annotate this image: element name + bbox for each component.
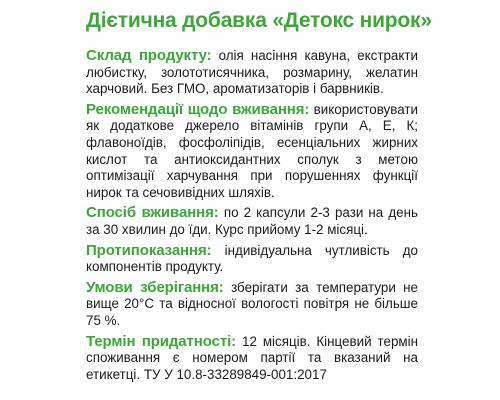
product-title: Дієтична добавка «Детокс нирок» [86,9,432,32]
section-text: олія насіння кавуна, екстракти любистку, золототисячника, розмарину, желатин харчовий. Без ГМО, ароматизаторів і барвників. [86,48,418,97]
section-text: використовувати як додаткове джерело вітамінів групи А, Е, К; флавоноїдів, фосфоліпідів, есенціальних жирних кислот та антиоксидантних сполук з метою оптимізації харчування при порушеннях функції нирок та сечовивідних шляхів. [86,101,418,200]
section-text: 12 місяців. Кінцевий термін споживання є номером партії та вказаний на етикетці. ТУ У 10.8-33289849-001:2017 [86,333,418,382]
section-label: Термін придатності: [86,332,237,350]
section-text: по 2 капсули 2-3 рази на день за 30 хвилин до їди. Курс прийому 1-2 місяці. [86,205,418,237]
section-shelf-life [86,334,418,384]
section-text: зберігати за температури не вище 20°С та відносної вологості повітря не більше 75 %. [86,279,418,328]
section-text: індивідуальна чутливість до компонентів продукту. [86,242,418,275]
section-label: Протипоказання: [86,241,212,259]
section-label: Спосіб вживання: [86,204,219,222]
section-contraindications [86,243,418,276]
section-label: Склад продукту: [86,47,212,64]
section-composition [86,48,418,98]
section-usage [86,205,418,238]
section-storage [86,280,418,330]
section-recommendations [86,102,418,202]
section-label: Рекомендації щодо вживання: [86,100,310,118]
product-info [86,48,418,387]
section-label: Умови зберігання: [86,278,224,296]
